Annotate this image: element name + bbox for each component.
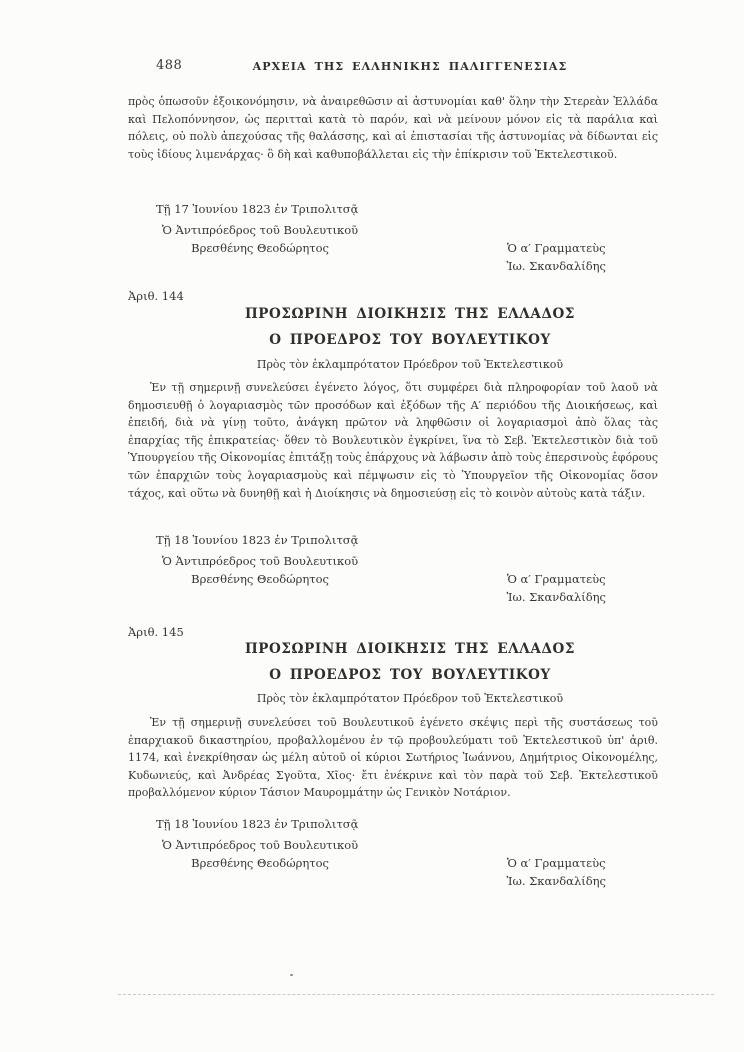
signature-name-right: Ἰω. Σκανδαλίδης <box>506 590 606 604</box>
document-number: Ἀριθ. 144 <box>128 289 184 303</box>
signature-name-left: Βρεσθένης Θεοδώρητος <box>191 856 329 870</box>
signature-title-right: Ὁ α′ Γραμματεὺς <box>506 572 606 586</box>
signature-name-left: Βρεσθένης Θεοδώρητος <box>191 241 329 255</box>
signature-left <box>162 836 358 890</box>
signature-name-left: Βρεσθένης Θεοδώρητος <box>191 572 329 586</box>
document-body: Ἐν τῇ σημερινῇ συνελεύσει ἐγένετο λόγος, ὅτι συμφέρει διὰ πληροφορίαν τοῦ λαοῦ νὰ δημοσιευθῇ ὁ λογαριασμὸς τῶν προσόδων καὶ ἐξόδων τῆς Α′ περιόδου τῆς Διοικήσεως, καὶ ἐπειδή, διὰ νὰ γίνῃ τοῦτο, ἀνάγκη πρῶτον νὰ ληφθῶσιν οἱ λογαριασμοὶ ἀπὸ ὅλας τὰς ἐπαρχίας τῆς ἐπικρατείας· ὅθεν τὸ Βουλευτικὸν ἐγκρίνει, ἵνα τὸ Σεβ. Ἐκτελεστικὸν διὰ τοῦ Ὑπουργείου τῆς Οἰκονομίας ἐπιτάξῃ τοὺς ἐπάρχους νὰ λάβωσιν ἀπὸ τοὺς ἐπερσινοὺς ἐφόρους τῶν ἐπαρχιῶν τοὺς λογαριασμοὺς καὶ πέμψωσιν εἰς τὸ Ὑπουργεῖον τῆς Οἰκονομίας ὅσον τάχος, καὶ οὕτω νὰ δυνηθῇ καὶ ἡ Διοίκησις νὰ δημοσιεύσῃ εἰς τὸ κοινὸν αὐτοὺς κατὰ τάξιν. <box>128 381 658 500</box>
continuation-paragraph: πρὸς ὁπωσοῦν ἐξοικονόμησιν, νὰ ἀναιρεθῶσιν αἱ ἀστυνομίαι καθ' ὅλην τὴν Στερεὰν Ἑλλάδα καὶ Πελοπόννησον, ὡς περιτταὶ κατὰ τὸ παρόν, καὶ νὰ μείνουν μόνον εἰς τὰ παράλια καὶ πόλεις, οὐ πολὺ ἀπεχούσας τῆς θαλάσσης, καὶ αἱ ἐπιστασίαι τῆς ἀστυνομίας νὰ δίδωνται εἰς τοὺς ἰδίους λιμενάρχας· ὃ δὴ καὶ καθυποβάλλεται εἰς τὴν ἐπίκρισιν τοῦ Ἐκτελεστικοῦ. <box>128 95 658 161</box>
document-body: Ἐν τῇ σημερινῇ συνελεύσει τοῦ Βουλευτικοῦ ἐγένετο σκέψις περὶ τῆς συστάσεως τοῦ ἐπαρχιακοῦ δικαστηρίου, προβαλλομένου ἐν τῷ προβουλεύματι τοῦ Ἐκτελεστικοῦ ὑπ' ἀριθ. 1174, καὶ ἐνεκρίθησαν ὡς μέλη αὐτοῦ οἱ κύριοι Σωτήριος Ἰωάννου, Δημήτριος Οἰκονομέλης, Κυδωνιεύς, καὶ Ἀνδρέας Σγοῦτα, Χῖος· ἔτι ἐνέκρινε καὶ τὸν παρὰ τοῦ Σεβ. Ἐκτελεστικοῦ προβαλλόμενον κύριον Τάσιον Μαυρομμάτην ὡς Γενικὸν Νοτάριον. <box>128 716 658 800</box>
dateline: Τῇ 17 Ἰουνίου 1823 ἐν Τριπολιτσᾷ <box>156 202 359 216</box>
signature-left <box>162 221 358 275</box>
signature-block <box>128 552 658 606</box>
page-number: 488 <box>156 58 183 73</box>
signature-block <box>128 221 658 275</box>
signature-name-right: Ἰω. Σκανδαλίδης <box>506 874 606 888</box>
document-salutation: Πρὸς τὸν ἐκλαμπρότατον Πρόεδρον τοῦ Ἐκτελεστικοῦ <box>256 358 564 371</box>
document-heading: ΠΡΟΣΩΡΙΝΗ ΔΙΟΙΚΗΣΙΣ ΤΗΣ ΕΛΛΑΔΟΣ <box>244 306 576 322</box>
dateline: Τῇ 18 Ἰουνίου 1823 ἐν Τριπολιτσᾷ <box>156 817 359 831</box>
document-number: Ἀριθ. 145 <box>128 625 184 639</box>
running-title: ΑΡΧΕΙΑ ΤΗΣ ΕΛΛΗΝΙΚΗΣ ΠΑΛΙΓΓΕΝΕΣΙΑΣ <box>252 60 568 73</box>
document-subheading: Ο ΠΡΟΕΔΡΟΣ ΤΟΥ ΒΟΥΛΕΥΤΙΚΟΥ <box>269 332 551 348</box>
signature-title-right: Ὁ α′ Γραμματεὺς <box>506 856 606 870</box>
signature-right <box>507 854 607 890</box>
signature-right <box>507 570 607 606</box>
signature-title-left: Ὁ Ἀντιπρόεδρος τοῦ Βουλευτικοῦ <box>162 838 359 852</box>
signature-name-right: Ἰω. Σκανδαλίδης <box>506 259 606 273</box>
scan-speck <box>290 974 293 976</box>
document-heading: ΠΡΟΣΩΡΙΝΗ ΔΙΟΙΚΗΣΙΣ ΤΗΣ ΕΛΛΑΔΟΣ <box>244 641 576 657</box>
signature-title-left: Ὁ Ἀντιπρόεδρος τοῦ Βουλευτικοῦ <box>162 554 359 568</box>
signature-left <box>162 552 358 606</box>
document-subheading: Ο ΠΡΟΕΔΡΟΣ ΤΟΥ ΒΟΥΛΕΥΤΙΚΟΥ <box>269 667 551 683</box>
signature-title-right: Ὁ α′ Γραμματεὺς <box>506 241 606 255</box>
signature-right <box>507 239 607 275</box>
signature-title-left: Ὁ Ἀντιπρόεδρος τοῦ Βουλευτικοῦ <box>162 223 359 237</box>
dateline: Τῇ 18 Ἰουνίου 1823 ἐν Τριπολιτσᾷ <box>156 533 359 547</box>
scan-artifact-line <box>118 994 714 995</box>
document-salutation: Πρὸς τὸν ἐκλαμπρότατον Πρόεδρον τοῦ Ἐκτελεστικοῦ <box>256 692 564 705</box>
signature-block <box>128 836 658 890</box>
